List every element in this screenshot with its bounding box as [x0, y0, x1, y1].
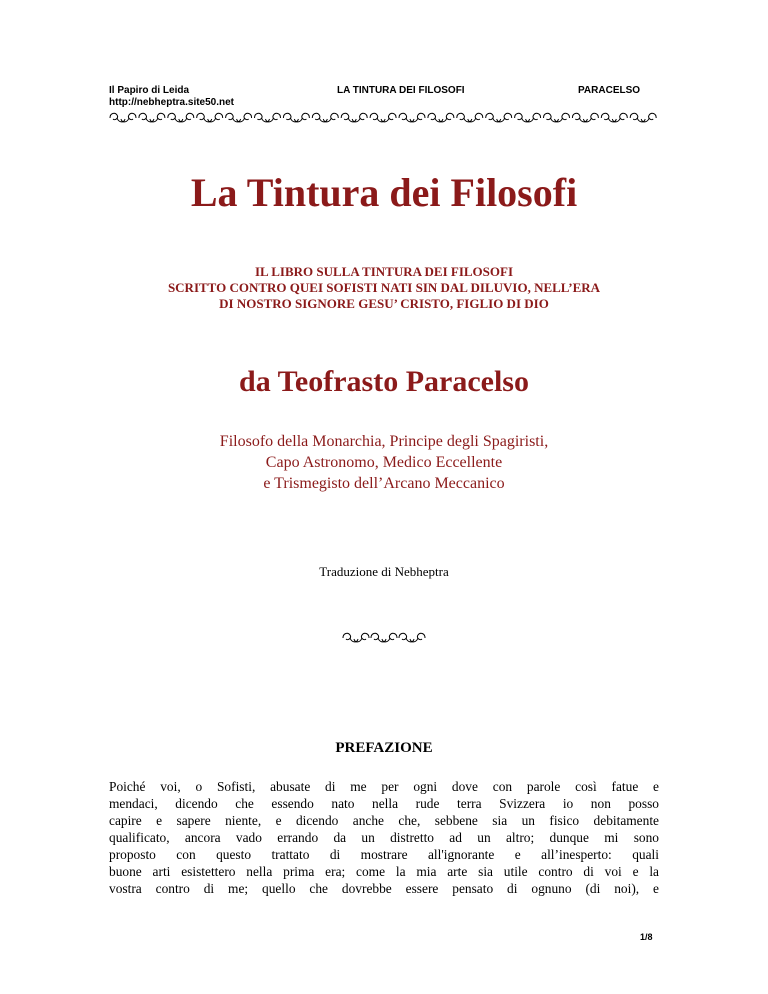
ornament-curl: [283, 113, 309, 122]
document-title: La Tintura dei Filosofi: [190, 170, 578, 215]
body-line: Poiché voi, o Sofisti, abusate di me per ogni dove con parole così fatue e: [109, 779, 659, 794]
body-line: capire e sapere niente, e dicendo anche che, sebbene sia un fisico debitamente: [109, 813, 659, 828]
ornament-curl: [341, 113, 367, 122]
ornament-curl: [399, 633, 425, 642]
body-line: mendaci, dicendo che essendo nato nella rude terra Svizzera io non posso: [109, 796, 659, 811]
subtitle-line: IL LIBRO SULLA TINTURA DEI FILOSOFI: [254, 264, 514, 279]
ornament-curl: [255, 113, 281, 122]
ornament-curl: [139, 113, 165, 122]
ornament-curl: [343, 633, 369, 642]
ornament-curl: [371, 633, 397, 642]
body-line: proposto con questo trattato di mostrare all'ignorante e all’inesperto: quali: [109, 847, 659, 862]
epithet-line: Capo Astronomo, Medico Eccellente: [265, 454, 503, 471]
ornament-curl: [197, 113, 223, 122]
header-left: [109, 85, 234, 109]
ornament-curl: [630, 113, 656, 122]
header-document-title: LA TINTURA DEI FILOSOFI: [337, 85, 465, 96]
section-heading: PREFAZIONE: [335, 740, 433, 756]
body-line: vostra contro di me; quello che dovrebbe essere pensato di ognuno (di noi), e: [109, 881, 659, 896]
subtitle-line: SCRITTO CONTRO QUEI SOFISTI NATI SIN DAL DILUVIO, NELL’ERA: [167, 280, 601, 295]
ornament-curl: [544, 113, 570, 122]
header-author: PARACELSO: [578, 85, 641, 96]
ornament-curl: [168, 113, 194, 122]
body-line: qualificato, ancora vado errando da un distretto ad un altro; dunque mi sono: [109, 830, 659, 845]
ornament-curl: [486, 113, 512, 122]
ornament-curl: [601, 113, 627, 122]
decorative-ornament-border: [109, 110, 659, 126]
ornament-curl: [428, 113, 454, 122]
ornament-curl: [226, 113, 252, 122]
body-paragraph: [109, 778, 659, 897]
ornament-curl: [399, 113, 425, 122]
ornament-curl: [110, 113, 136, 122]
author-line: da Teofrasto Paracelso: [239, 365, 529, 398]
ornament-curl: [370, 113, 396, 122]
ornament-curl: [312, 113, 338, 122]
epithet-line: e Trismegisto dell’Arcano Meccanico: [263, 475, 505, 492]
ornament-curl: [457, 113, 483, 122]
document-subtitle: [0, 264, 768, 312]
translation-credit: Traduzione di Nebheptra: [319, 564, 449, 579]
header-site-name: Il Papiro di Leida: [109, 85, 190, 96]
epithet-line: Filosofo della Monarchia, Principe degli Spagiristi,: [219, 433, 549, 450]
author-epithets: [0, 431, 768, 494]
decorative-ornament-divider: [342, 630, 426, 646]
subtitle-line: DI NOSTRO SIGNORE GESU’ CRISTO, FIGLIO DI DIO: [219, 296, 549, 311]
body-line: buone arti esistettero nella prima era; come la mia arte sia utile contro di voi e la: [109, 864, 659, 879]
page-number: 1/8: [640, 932, 653, 942]
ornament-curl: [572, 113, 598, 122]
ornament-curl: [515, 113, 541, 122]
header-site-url[interactable]: http://nebheptra.site50.net: [109, 97, 235, 108]
